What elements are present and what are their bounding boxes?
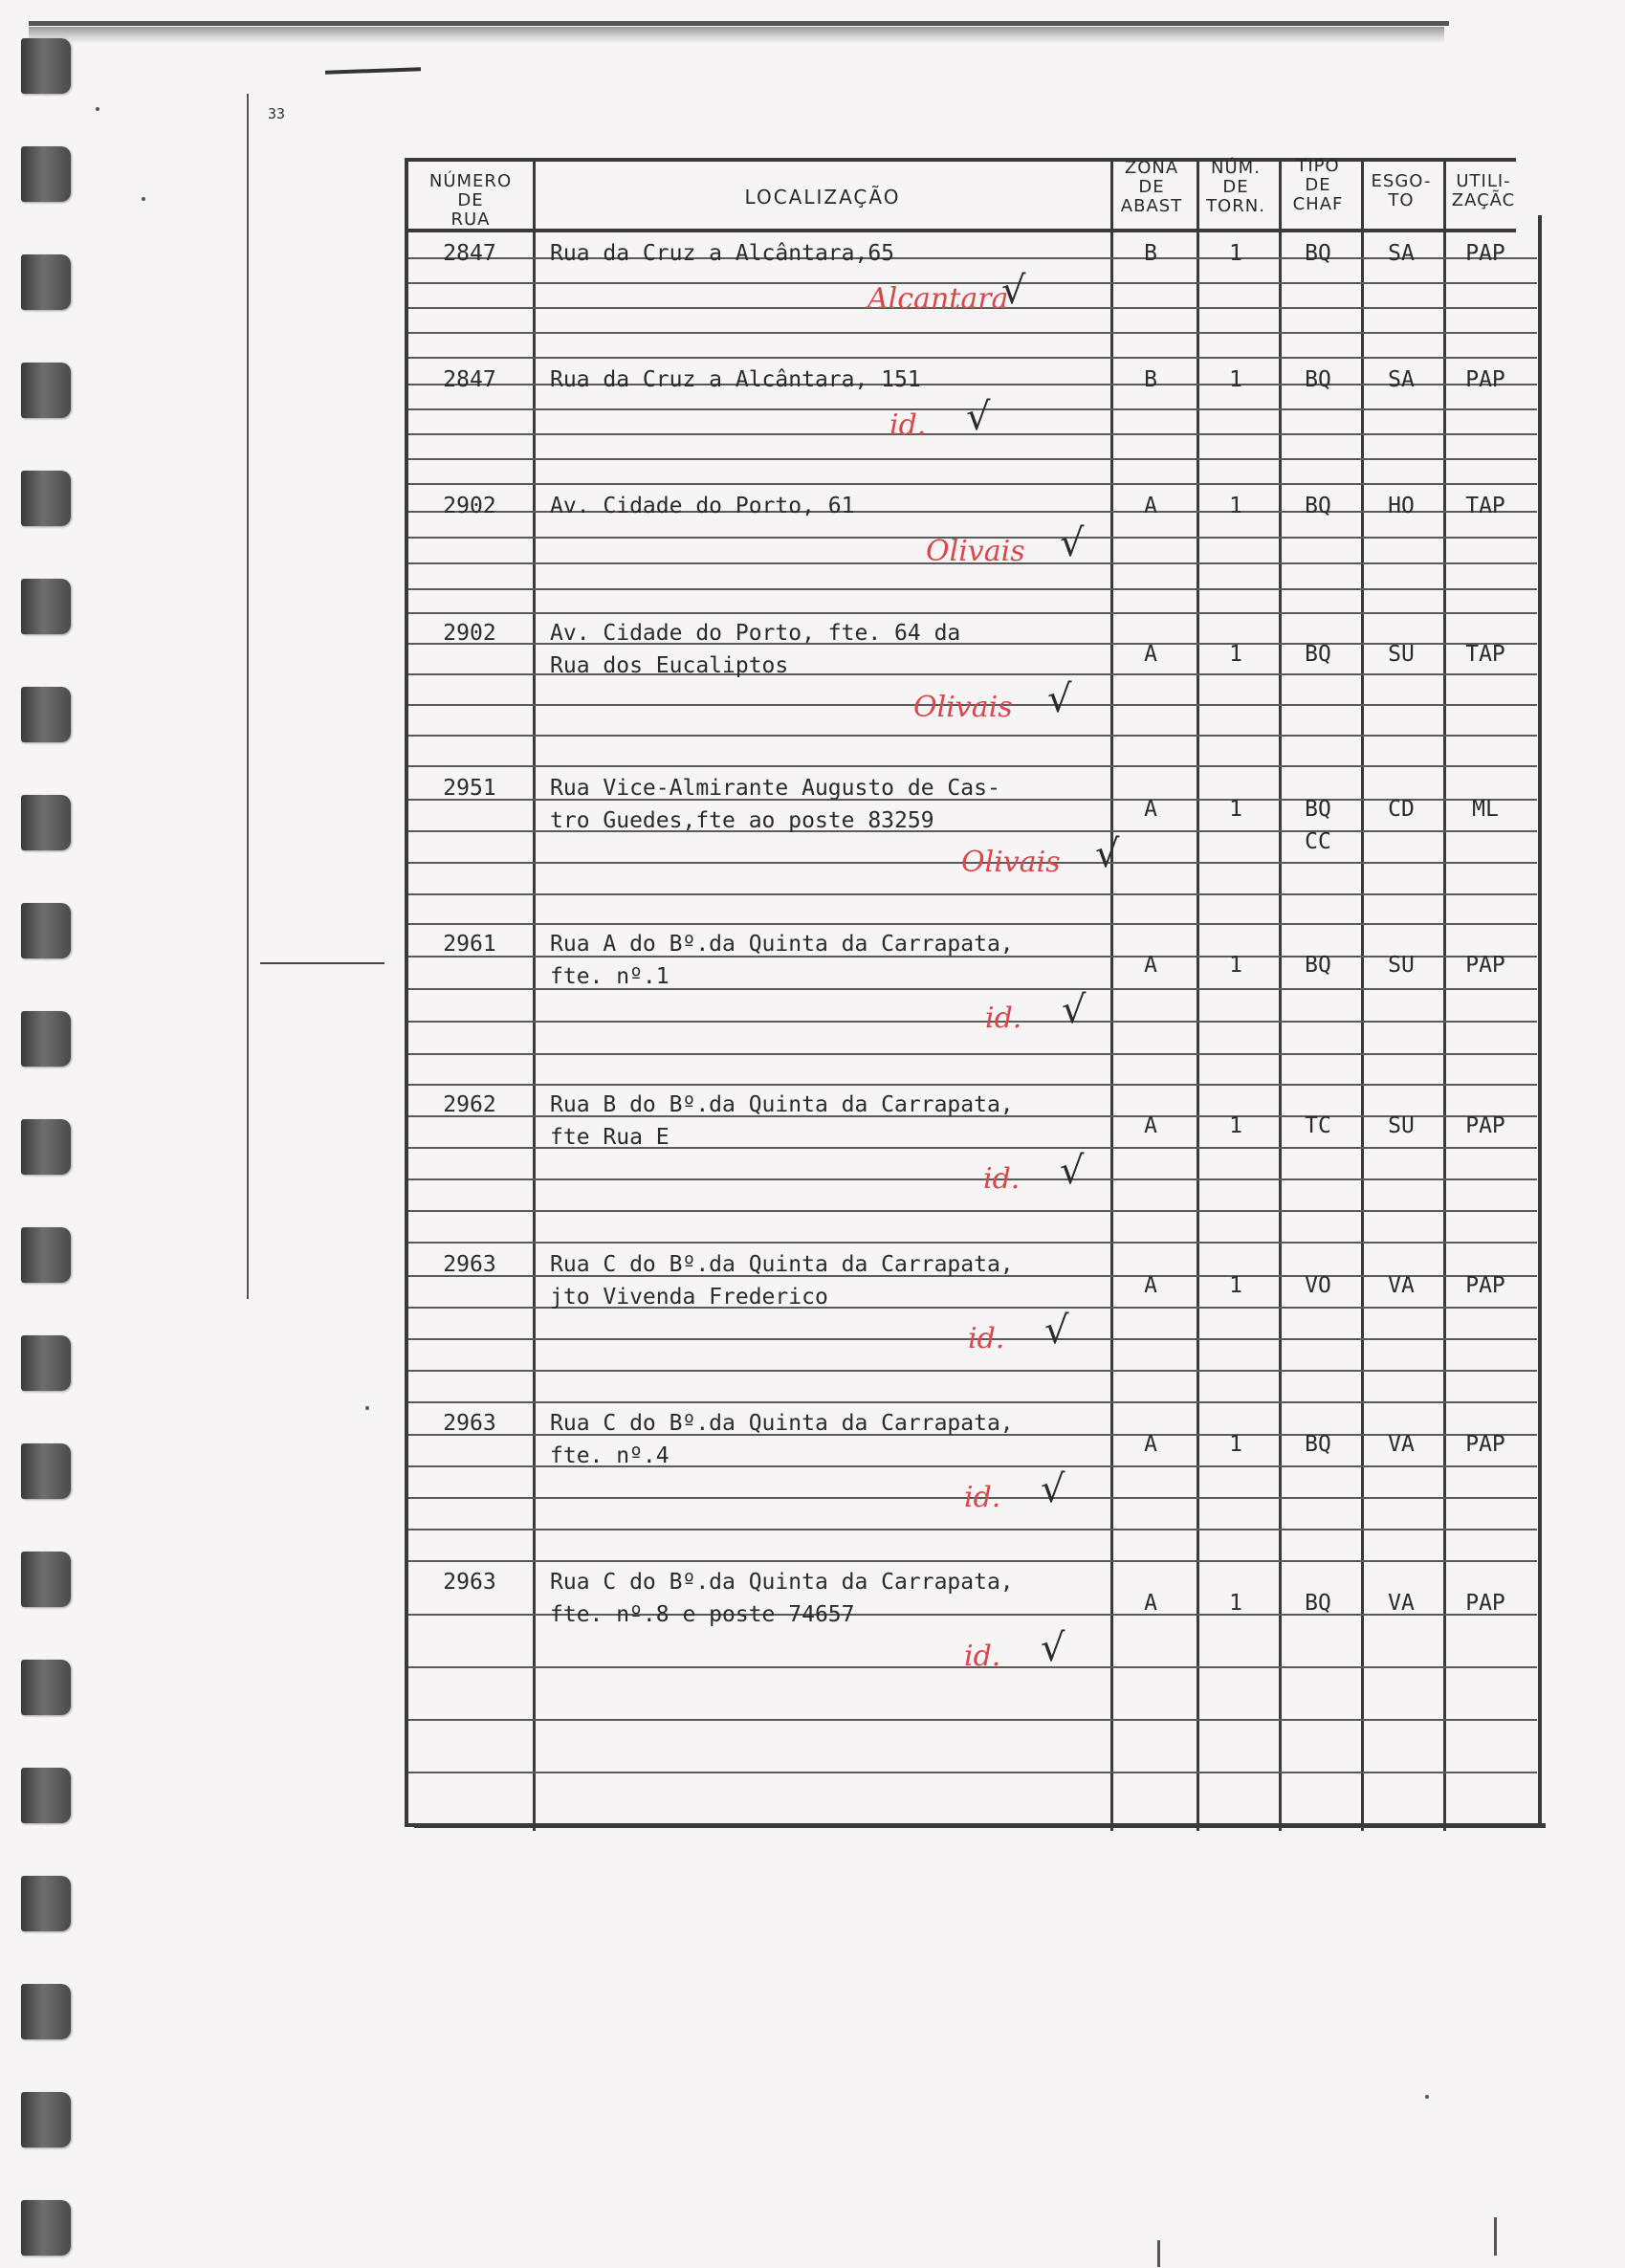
page-number: 33 <box>268 105 286 122</box>
row-localizacao-line2: jto Vivenda Frederico <box>550 1285 828 1310</box>
binding-ring <box>21 1876 71 1931</box>
row-localizacao-line2: fte. nº.1 <box>550 964 670 989</box>
row-utilizacao: PAP <box>1465 1432 1505 1457</box>
spiral-binding <box>0 0 77 2268</box>
binding-ring <box>21 1984 71 2039</box>
binding-ring <box>21 254 71 310</box>
row-numero: 2961 <box>443 932 496 957</box>
row-numero: 2902 <box>443 621 496 646</box>
check-mark-icon: √ <box>1044 1309 1069 1353</box>
row-handwritten-note: Olivais <box>926 535 1025 568</box>
header-utilizacao: UTILI- ZAÇÃC <box>1451 171 1516 210</box>
row-utilizacao: PAP <box>1465 241 1505 266</box>
header-num-torn: NÚM. DE TORN. <box>1206 158 1265 216</box>
row-num-torn: 1 <box>1229 1113 1242 1138</box>
column-divider <box>1279 162 1282 1831</box>
row-num-torn: 1 <box>1229 1432 1242 1457</box>
binding-ring <box>21 1227 71 1283</box>
row-zona: A <box>1144 642 1157 667</box>
row-tipo-chaf: VO <box>1305 1273 1331 1298</box>
binding-ring <box>21 687 71 742</box>
check-mark-icon: √ <box>1062 988 1087 1032</box>
row-handwritten-note: Olivais <box>913 691 1013 724</box>
row-esgoto: SU <box>1388 953 1415 978</box>
row-rule <box>408 1242 1537 1244</box>
row-zona: A <box>1144 1113 1157 1138</box>
row-handwritten-note: id. <box>968 1322 1005 1355</box>
row-rule <box>408 1210 1537 1212</box>
column-divider <box>1361 162 1364 1831</box>
row-rule <box>408 1053 1537 1055</box>
row-rule <box>408 765 1537 767</box>
row-rule <box>408 1021 1537 1023</box>
binding-ring <box>21 795 71 850</box>
row-rule <box>408 1178 1537 1180</box>
row-localizacao: Av. Cidade do Porto, fte. 64 da <box>550 621 961 646</box>
row-tipo-chaf: BQ <box>1305 1591 1331 1616</box>
row-localizacao: Rua C do Bº.da Quinta da Carrapata, <box>550 1411 1014 1436</box>
bottom-mark <box>1157 2240 1160 2267</box>
row-esgoto: SA <box>1388 367 1415 392</box>
row-num-torn: 1 <box>1229 797 1242 822</box>
header-numero: NÚMERO DE RUA <box>428 171 513 230</box>
binding-ring <box>21 38 71 94</box>
row-utilizacao: TAP <box>1465 494 1505 518</box>
row-rule <box>408 1370 1537 1372</box>
row-handwritten-note: id. <box>889 408 927 442</box>
speck <box>1425 2095 1429 2099</box>
row-zona: A <box>1144 1432 1157 1457</box>
binding-ring <box>21 2092 71 2147</box>
top-edge-line <box>29 21 1449 26</box>
row-numero: 2963 <box>443 1252 496 1277</box>
row-tipo-chaf: BQ <box>1305 642 1331 667</box>
row-rule <box>408 458 1537 460</box>
top-edge-shadow <box>29 27 1444 44</box>
row-rule <box>408 332 1537 334</box>
top-dash-mark <box>325 67 421 74</box>
margin-tick <box>260 962 384 964</box>
header-rule <box>405 229 1516 232</box>
row-esgoto: VA <box>1388 1273 1415 1298</box>
row-zona: B <box>1144 367 1157 392</box>
check-mark-icon: √ <box>1060 1149 1085 1193</box>
row-num-torn: 1 <box>1229 642 1242 667</box>
row-numero: 2963 <box>443 1411 496 1436</box>
row-num-torn: 1 <box>1229 494 1242 518</box>
row-zona: A <box>1144 1591 1157 1616</box>
row-localizacao-line2: fte Rua E <box>550 1125 670 1150</box>
row-localizacao: Av. Cidade do Porto, 61 <box>550 494 855 518</box>
row-localizacao-line2: tro Guedes,fte ao poste 83259 <box>550 808 934 833</box>
row-esgoto: SU <box>1388 642 1415 667</box>
row-utilizacao: PAP <box>1465 1591 1505 1616</box>
row-utilizacao: PAP <box>1465 367 1505 392</box>
row-handwritten-note: id. <box>964 1640 1001 1673</box>
binding-ring <box>21 1443 71 1499</box>
row-esgoto: HO <box>1388 494 1415 518</box>
row-rule <box>408 612 1537 614</box>
bottom-mark <box>1494 2217 1497 2256</box>
row-rule <box>408 1401 1537 1403</box>
row-localizacao-line2: fte. nº.8 e poste 74657 <box>550 1602 855 1627</box>
binding-ring <box>21 146 71 202</box>
row-handwritten-note: id. <box>983 1162 1021 1196</box>
check-mark-icon: √ <box>1047 677 1072 721</box>
row-tipo-chaf-line2: CC <box>1305 829 1331 854</box>
binding-ring <box>21 579 71 634</box>
row-rule <box>408 357 1537 359</box>
row-rule <box>408 893 1537 895</box>
table-bottom-border <box>414 1823 1546 1828</box>
binding-ring <box>21 1768 71 1823</box>
row-rule <box>408 483 1537 485</box>
row-tipo-chaf: BQ <box>1305 797 1331 822</box>
row-num-torn: 1 <box>1229 241 1242 266</box>
binding-ring <box>21 2200 71 2256</box>
row-utilizacao: ML <box>1472 797 1499 822</box>
row-utilizacao: PAP <box>1465 1113 1505 1138</box>
binding-ring <box>21 363 71 418</box>
binding-ring <box>21 1119 71 1175</box>
row-utilizacao: TAP <box>1465 642 1505 667</box>
row-numero: 2847 <box>443 241 496 266</box>
speck <box>365 1406 369 1410</box>
row-rule <box>408 1084 1537 1086</box>
row-tipo-chaf: BQ <box>1305 953 1331 978</box>
row-zona: B <box>1144 241 1157 266</box>
row-numero: 2962 <box>443 1092 496 1117</box>
check-mark-icon: √ <box>1060 521 1085 565</box>
row-num-torn: 1 <box>1229 1591 1242 1616</box>
row-numero: 2951 <box>443 776 496 801</box>
row-zona: A <box>1144 797 1157 822</box>
row-tipo-chaf: BQ <box>1305 494 1331 518</box>
row-tipo-chaf: BQ <box>1305 241 1331 266</box>
row-localizacao: Rua B do Bº.da Quinta da Carrapata, <box>550 1092 1014 1117</box>
row-tipo-chaf: BQ <box>1305 367 1331 392</box>
row-rule <box>408 1560 1537 1562</box>
row-utilizacao: PAP <box>1465 1273 1505 1298</box>
row-esgoto: SA <box>1388 241 1415 266</box>
row-esgoto: SU <box>1388 1113 1415 1138</box>
column-divider <box>1197 162 1199 1831</box>
binding-ring <box>21 903 71 958</box>
binding-ring <box>21 1660 71 1715</box>
header-localizacao: LOCALIZAÇÃO <box>744 186 901 209</box>
row-num-torn: 1 <box>1229 953 1242 978</box>
margin-line <box>247 94 249 1299</box>
row-zona: A <box>1144 953 1157 978</box>
row-handwritten-note: Olivais <box>961 846 1061 879</box>
column-divider <box>533 162 536 1831</box>
speck <box>96 107 99 111</box>
header-tipo-chaf: TIPO DE CHAF <box>1292 156 1344 214</box>
row-tipo-chaf: TC <box>1305 1113 1331 1138</box>
row-numero: 2847 <box>443 367 496 392</box>
row-esgoto: VA <box>1388 1591 1415 1616</box>
row-tipo-chaf: BQ <box>1305 1432 1331 1457</box>
check-mark-icon: √ <box>966 395 991 439</box>
row-handwritten-note: id. <box>985 1002 1022 1035</box>
row-zona: A <box>1144 1273 1157 1298</box>
check-mark-icon: √ <box>1001 269 1026 313</box>
row-numero: 2902 <box>443 494 496 518</box>
row-rule <box>408 1529 1537 1530</box>
binding-ring <box>21 471 71 526</box>
row-rule <box>408 588 1537 590</box>
row-localizacao-line2: fte. nº.4 <box>550 1443 670 1468</box>
row-localizacao: Rua da Cruz a Alcântara, 151 <box>550 367 921 392</box>
row-rule <box>408 1772 1537 1773</box>
row-rule <box>408 923 1537 925</box>
column-divider <box>1443 162 1446 1831</box>
table-right-border <box>1538 215 1542 1828</box>
check-mark-icon: √ <box>1041 1626 1065 1670</box>
header-esgoto: ESGO- TO <box>1371 171 1432 210</box>
row-utilizacao: PAP <box>1465 953 1505 978</box>
row-localizacao: Rua C do Bº.da Quinta da Carrapata, <box>550 1252 1014 1277</box>
row-num-torn: 1 <box>1229 367 1242 392</box>
row-localizacao: Rua A do Bº.da Quinta da Carrapata, <box>550 932 1014 957</box>
row-localizacao: Rua Vice-Almirante Augusto de Cas- <box>550 776 1000 801</box>
row-zona: A <box>1144 494 1157 518</box>
binding-ring <box>21 1552 71 1607</box>
row-localizacao: Rua da Cruz a Alcântara,65 <box>550 241 895 266</box>
row-handwritten-note: Alcantara <box>867 282 1009 316</box>
row-localizacao: Rua C do Bº.da Quinta da Carrapata, <box>550 1570 1014 1595</box>
check-mark-icon: √ <box>1041 1467 1065 1511</box>
binding-ring <box>21 1335 71 1391</box>
row-localizacao-line2: Rua dos Eucaliptos <box>550 653 789 678</box>
row-num-torn: 1 <box>1229 1273 1242 1298</box>
check-mark-icon: √ <box>1095 832 1120 876</box>
row-rule <box>408 735 1537 737</box>
row-handwritten-note: id. <box>964 1481 1001 1514</box>
row-numero: 2963 <box>443 1570 496 1595</box>
row-rule <box>408 1719 1537 1721</box>
binding-ring <box>21 1011 71 1067</box>
row-esgoto: VA <box>1388 1432 1415 1457</box>
column-divider <box>1110 162 1113 1831</box>
row-esgoto: CD <box>1388 797 1415 822</box>
speck <box>142 197 145 201</box>
header-zona: ZONA DE ABAST <box>1120 158 1183 216</box>
